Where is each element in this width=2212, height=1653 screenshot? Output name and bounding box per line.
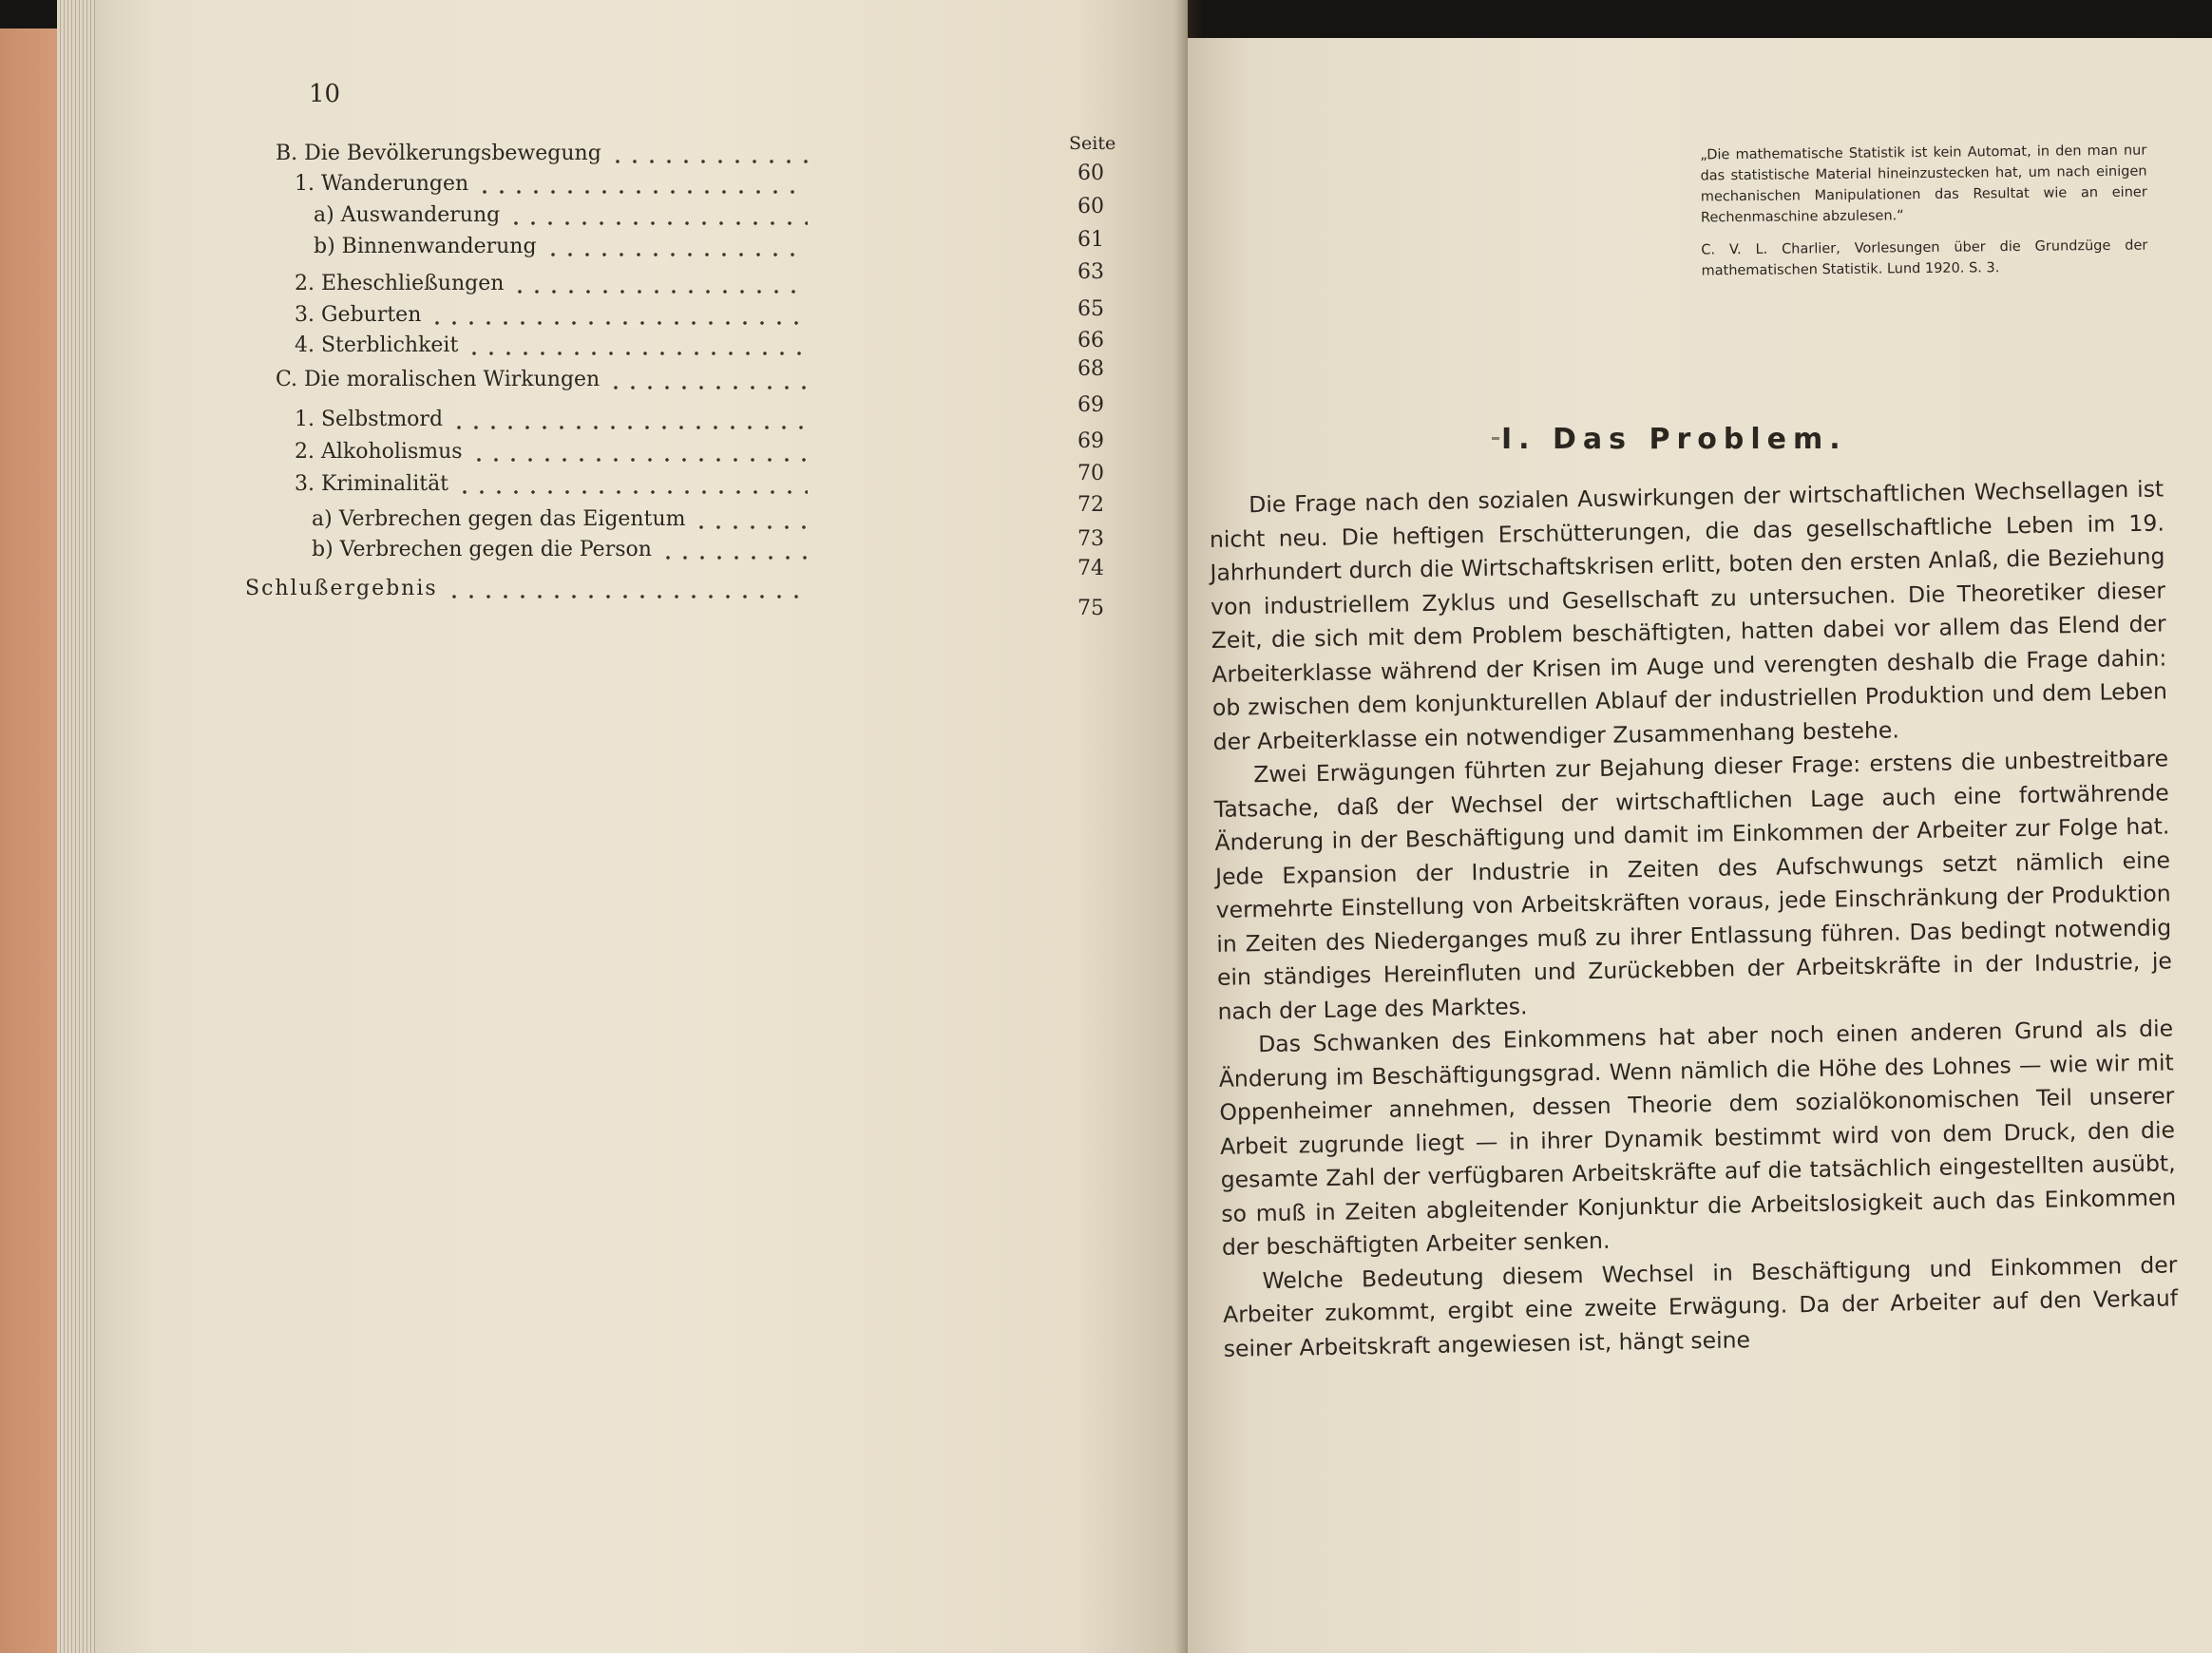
toc-entry-label: Schlußergebnis — [245, 577, 438, 600]
toc-page-number: 61 — [1077, 228, 1104, 252]
toc-page-number: 69 — [1077, 393, 1104, 417]
toc-entry-label: 3. Geburten — [295, 303, 422, 327]
right-page — [1188, 38, 2212, 1653]
toc-entry-label: 1. Selbstmord — [295, 408, 444, 431]
toc-dot-leader — [511, 273, 808, 295]
toc-entry — [295, 325, 808, 357]
toc-dot-leader — [507, 204, 808, 227]
paragraph: Zwei Erwägungen führten zur Bejahung dieser Frage: erstens die unbestreitbare Tatsache, daß der Wechsel der wirtschaftlichen Lage auch eine fortwährende Änderung in der Beschäftigung und damit im Einkommen der Arbeiter zur Folge hat. Jede Expansion der Industrie in Zeiten des Aufschwungs setzt nämlich eine vermehrte Einstellung von Arbeitskräften voraus, jede Einschränkung der Produktion in Zeiten des Niederganges muß zu ihrer Entlassung führen. Das bedingt notwendig ein ständiges Hereinfluten und Zurückebben der Arbeitskräfte in der Industrie, je nach der Lage des Marktes. — [1213, 745, 2173, 1025]
toc-page-number: 60 — [1077, 195, 1104, 218]
toc-page-number: 73 — [1077, 527, 1104, 551]
toc-entry-label: b) Binnenwanderung — [314, 235, 537, 258]
toc-column-header: Seite — [1069, 133, 1116, 154]
toc-entry-label: 2. Eheschließungen — [295, 272, 505, 295]
toc-entry-label: C. Die moralischen Wirkungen — [276, 368, 601, 391]
toc-entry-label: a) Auswanderung — [314, 203, 501, 227]
toc-dot-leader — [544, 236, 808, 258]
toc-entry — [295, 399, 808, 431]
toc-page-number: 74 — [1077, 557, 1104, 580]
toc-dot-leader — [466, 334, 808, 357]
toc-page-number: 69 — [1077, 429, 1104, 453]
table-of-contents — [95, 0, 1188, 1653]
epigraph — [1700, 141, 2148, 294]
ornament-mark — [1492, 437, 1499, 440]
toc-page-number: 68 — [1077, 357, 1104, 381]
epigraph-quote: „Die mathematische Statistik ist kein Automat, in den man nur das statistische Material hineinzustecken hat, um nach einigen mechanischen Manipulationen das Resultat wie an einer Rechenmaschine abzulesen.“ — [1700, 142, 2147, 226]
toc-dot-leader — [429, 304, 808, 327]
paragraph: Das Schwanken des Einkommens hat aber noch einen anderen Grund als die Änderung im Beschäftigungsgrad. Wenn nämlich die Höhe des Lohnes — wie wir mit Oppenheimer annehmen, dessen Theorie dem sozialökonomischen Teil unserer Arbeit zugrunde liegt — in ihrer Dynamik bestimmt wird von dem Druck, den die gesamte Zahl der verfügbaren Arbeitskräfte auf die tatsächlich eingestellten ausübt, so muß in Zeiten abgleitender Konjunktur die Arbeitslosigkeit auch das Einkommen der beschäftigten Arbeiter senken. — [1218, 1015, 2177, 1261]
toc-entry — [312, 499, 808, 531]
toc-entry — [314, 195, 808, 227]
toc-page-number: 66 — [1077, 329, 1104, 352]
toc-dot-leader — [450, 408, 808, 431]
page-number: 10 — [309, 80, 341, 108]
toc-entry-label: b) Verbrechen gegen die Person — [312, 538, 652, 561]
toc-page-number: 72 — [1077, 493, 1104, 517]
toc-entry — [276, 359, 808, 391]
toc-entry — [295, 263, 808, 295]
toc-dot-leader — [476, 173, 808, 196]
paragraph: Welche Bedeutung diesem Wechsel in Beschäftigung und Einkommen der Arbeiter zukommt, ergibt eine zweite Erwägung. Da der Arbeiter auf den Verkauf seiner Arbeitskraft angewiesen ist, hängt seine — [1222, 1250, 2179, 1362]
toc-entry-label: 2. Alkoholismus — [295, 440, 463, 464]
toc-page-number: 60 — [1077, 162, 1104, 185]
toc-entry-label: 3. Kriminalität — [295, 472, 449, 496]
toc-page-number: 63 — [1077, 260, 1104, 284]
toc-dot-leader — [609, 142, 808, 165]
toc-dot-leader — [607, 369, 808, 391]
toc-page-number: 65 — [1077, 297, 1104, 321]
toc-entry — [295, 294, 808, 327]
toc-entry-label: B. Die Bevölkerungsbewegung — [276, 142, 601, 165]
toc-page-number: 75 — [1077, 597, 1104, 620]
toc-page-number: 70 — [1077, 462, 1104, 485]
toc-entry — [314, 226, 808, 258]
toc-dot-leader — [446, 578, 808, 600]
toc-dot-leader — [693, 508, 808, 531]
toc-dot-leader — [470, 441, 808, 464]
paragraph: Die Frage nach den sozialen Auswirkungen der wirtschaftlichen Wechsellagen ist nicht neu. Die heftigen Erschütterungen, die das gesellschaftliche Leben im 19. Jahrhundert durch die Wirtschaftskrisen erlitt, boten den ersten Anlaß, die Beziehung von industriellem Zyklus und Gesellschaft zu untersuchen. Die Theoretiker dieser Zeit, die sich mit dem Problem beschäftigten, hatten dabei vor allem das Elend der Arbeiterklasse während der Krisen im Auge und verengten deshalb die Frage dahin: ob zwischen dem konjunkturellen Ablauf der industriellen Produktion und dem Leben der Arbeiterklasse ein notwendiger Zusammenhang bestehe. — [1209, 475, 2168, 755]
toc-entry-label: a) Verbrechen gegen das Eigentum — [312, 507, 686, 531]
toc-entry-label: 4. Sterblichkeit — [295, 333, 459, 357]
toc-entry-label: 1. Wanderungen — [295, 172, 469, 196]
epigraph-source: C. V. L. Charlier, Vorlesungen über die Grundzüge der mathematischen Statistik. Lund 1920. S. 3. — [1701, 238, 2148, 279]
toc-entry — [295, 464, 808, 496]
left-page — [95, 0, 1188, 1653]
body-text — [1209, 472, 2179, 1365]
toc-dot-leader — [659, 539, 808, 561]
toc-dot-leader — [456, 473, 808, 496]
chapter-title: I. Das Problem. — [1501, 423, 1847, 456]
toc-entry — [295, 431, 808, 464]
toc-entry — [312, 529, 808, 561]
toc-entry — [276, 133, 808, 165]
toc-entry — [295, 163, 808, 196]
toc-entry — [245, 568, 808, 600]
